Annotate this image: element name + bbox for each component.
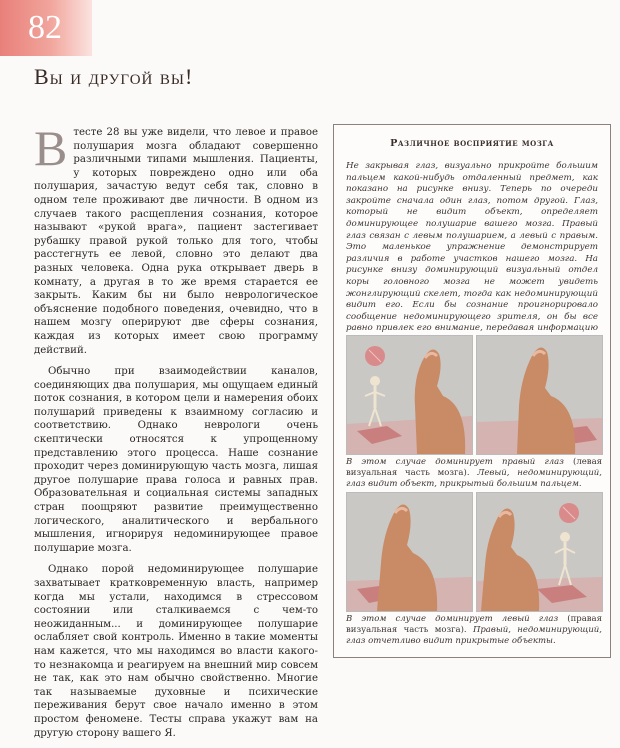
thumb-illustration <box>347 493 472 611</box>
thumb-illustration <box>477 336 602 454</box>
page-number: 82 <box>0 0 92 56</box>
sidebar-text: Не закрывая глаз, визуально прикройте большим пальцем какой-нибудь отдаленный предмет, как показано на рисунке внизу. Теперь по очереди закройте сначала один глаз, потом другой. Глаз, который не видит объект, определяет доминирующее полушарие вашего мозга. Правый глаз связан с левым полушарием, а левый с правым. Это маленькое упражнение демонстрирует различия в работе участков нашего мозга. На рисунке внизу доминирующий визуальный отдел коры головного мозга не может увидеть жонглирующий скелет, тогда как недоминирующий видит его. Если бы сознание проигнорировало сообщение недоминирующего зрителя, он бы все равно привлек его внимание, передавая информацию <box>346 161 598 334</box>
sidebar-title: Различное восприятие мозга <box>390 138 554 149</box>
photo-thumb-left-eye <box>346 492 473 612</box>
caption-left-eye <box>346 614 602 647</box>
article-paragraph-2: Обычно при взаимодействии каналов, соединяющих два полушария, мы ощущаем единый поток сознания, в котором цели и намерения обоих полушарий приведены к взаимному согласию и соответствию. Однако неврологи очень скептически относятся к упрощенному представлению этого процесса. Наше сознание проходит через доминирующую часть мозга, лишая другое полушарие права голоса и равных прав. Образовательная и социальная системы западных стран поощряют развитие преимущественно логического, аналитического и вербального мышления, игнорируя недоминирующее правое полушарие мозга. <box>34 366 318 554</box>
photo-thumb-covering <box>476 335 603 455</box>
photo-skeleton-behind-thumb <box>346 335 473 455</box>
article-paragraph-3: Однако порой недоминирующее полушарие захватывает кратковременную власть, например когда мы устали, находимся в стрессовом состоянии или сталкиваемся с чем-то неожиданным... и доминирующее полушарие ослабляет свой контроль. Именно в такие моменты нам кажется, что мы находимся во власти какого-то незнакомца и реагируем на внешний мир совсем не так, как это нам обычно свойственно. Многие так называемые духовные и психические переживания берут свое начало именно в этом простом феномене. Тесты справа укажут вам на другую сторону вашего Я. <box>34 564 318 739</box>
drop-cap: В <box>34 120 68 176</box>
caption1-part-c: . Левый, недоминирующий, глаз видит объект, прикрытый большим пальцем. <box>346 468 602 489</box>
article-body <box>34 120 318 748</box>
page-title: Вы и другой вы! <box>34 64 194 89</box>
article-paragraph-1 <box>34 120 318 357</box>
sidebar-box <box>333 124 611 658</box>
paragraph-1-text: тесте 28 вы уже видели, что левое и правое полушария мозга обладают совершенно различными типами мышления. Пациенты, у которых повреждено одно или оба полушария, зачастую ведут себя так, словно в одном теле проживают две личности. В одном из случаев такого расщепления сознания, которое называют «рукой врага», пациент застегивает рубашку правой рукой только для того, чтобы расстегнуть ее левой, словно это делают два разных человека. Одна рука открывает дверь в комнату, а другая в то же время старается ее закрыть. Каким бы ни было неврологическое объяснение подобного поведения, очевидно, что в нашем мозгу оперируют две сферы сознания, каждая из которых имеет свою программу действий. <box>34 127 318 356</box>
caption1-part-a: В этом случае доминирует правый глаз <box>346 457 574 467</box>
caption2-part-b: (правая визуальная часть мозга) <box>346 614 602 635</box>
caption1-part-b: (левая визуальная часть мозга) <box>346 457 602 478</box>
thumb-skeleton-illustration <box>347 336 472 454</box>
skeleton-thumb-illustration <box>477 493 602 611</box>
caption2-part-c: . Правый, недоминирующий, глаз отчетливо видит прикрытые объекты. <box>346 625 602 646</box>
caption2-part-a: В этом случае доминирует левый глаз <box>346 614 568 624</box>
caption-right-eye <box>346 457 602 490</box>
photo-thumb-skeleton-visible <box>476 492 603 612</box>
